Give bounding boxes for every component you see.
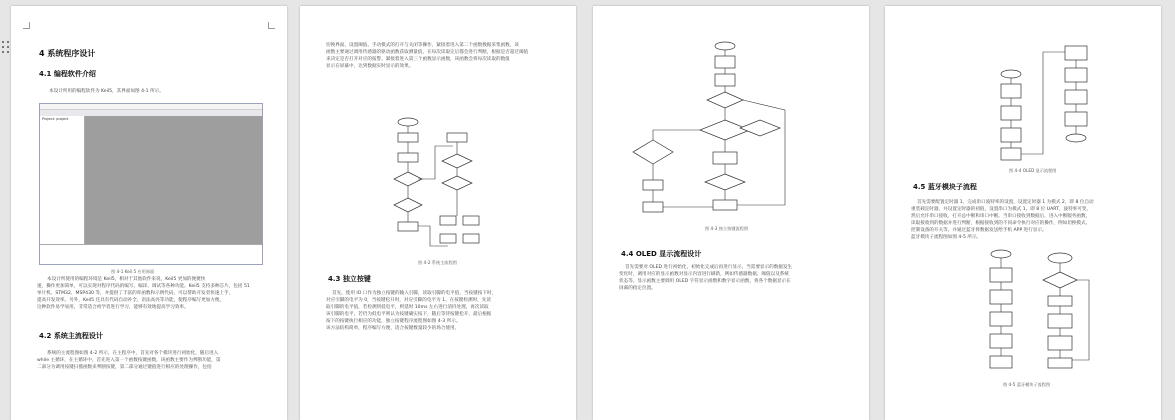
text-line: 首先需要配置定时器 1，完成串口波特率的设置，设置定时器 1 为模式 2，即 8 位自动	[917, 200, 1094, 205]
text-line: 二部分为调用按键扫描函数来判断按键，第二部分通过键值进行相应的处理操作，包括	[37, 365, 212, 370]
subsection-heading: 4.5 蓝牙模块子流程	[913, 183, 977, 191]
text-line: 然后允许串口接收，打开总中断和串口中断。当串口接收到数据后，进入中断服务函数，	[911, 214, 1091, 219]
figure-caption: 图 4-4 OLED 显示流程图	[1009, 168, 1057, 173]
document-page-1	[11, 6, 287, 420]
text-line: 读取接收到的数据并进行判断，根据接收到的不同命令执行对应的操作，例如切换模式、	[911, 221, 1091, 226]
drag-handle-icon[interactable]	[1, 41, 11, 55]
body-paragraph	[37, 350, 267, 371]
document-page-2	[300, 6, 576, 420]
text-line: 首先，使用 IO 口作为独立按键的输入引脚，读取引脚的电平值，当按键按下时，	[332, 291, 497, 296]
text-line: 变化时，调用对应的显示函数对显示内容进行刷新，例如传感器数据、阈值以及系统	[619, 272, 789, 277]
document-page-4	[885, 6, 1161, 420]
subsection-heading: 4.3 独立按键	[328, 275, 371, 283]
text-line: 该引脚的电平，若仍为低电平则认为按键确实按下，随后等待按键松开，最后根据	[326, 312, 492, 317]
text-line: 本设计所使用的编程环境是 Keil5，相对于其他软件来说，Keil5 更加的便捷快	[47, 277, 206, 282]
body-text: 本设计所用的编程软件为 Keil5，其界面如图 4-1 所示。	[49, 89, 164, 94]
main-flowchart	[385, 116, 495, 256]
text-line: 显示在屏幕中，达到数据实时显示的效果。	[326, 64, 414, 69]
figure-caption: 图 4-3 独立按键流程图	[705, 226, 749, 231]
margin-mark	[268, 22, 275, 29]
body-paragraph	[911, 199, 1141, 241]
keil-ide-screenshot	[39, 103, 263, 265]
text-line: 蓝牙模块子流程图如图 4-5 所示。	[911, 235, 982, 240]
text-line: 屏幕的指定位置。	[619, 286, 656, 291]
oled-flowchart	[993, 36, 1103, 164]
document-page-3	[593, 6, 869, 420]
text-line: 重装载定时器，并设置定时器的初值，设置串口为模式 1，即 8 位 UART，波特率可变，	[911, 207, 1092, 212]
ide-project-pane	[40, 116, 85, 244]
section-heading: 4 系统程序设计	[39, 49, 96, 58]
text-line: 这种软件易学易用，非常适合初学者进行学习，能够有效地提高学习效率。	[37, 305, 189, 310]
bluetooth-flowchart	[985, 248, 1105, 378]
text-line: 该方法结构简单，程序编写方便，适合按键数量较少的场合使用。	[326, 326, 460, 331]
text-line: 单片机、STM32、MSP430 等，并提供了丰富的库函数和示例代码，可以帮助开发者快速上手，	[37, 291, 234, 296]
body-paragraph	[326, 290, 556, 332]
figure-caption: 图 4-2 系统主流程图	[418, 260, 457, 265]
text-line: 函数主要通过调用传感器的驱动函数获取测量值，在每次读取完后都会进行判断，根据是否超过阈值	[326, 50, 529, 55]
subsection-heading: 4.2 系统主流程设计	[39, 332, 103, 340]
text-line: 首先需要对 OLED 进行初始化，初始化完成后再进行显示，当需要显示的数据发生	[625, 265, 793, 270]
body-paragraph	[326, 42, 556, 70]
text-line: 对应引脚的电平为 0，当按键松开时，对应引脚的电平为 1。在按键检测时，先读	[326, 298, 491, 303]
subsection-heading: 4.1 编程软件介绍	[39, 70, 96, 78]
text-line: 系统的主流程图如图 4-2 所示，在主程序中，首先对各个模块进行初始化，随后进入	[47, 351, 219, 356]
margin-mark	[23, 22, 30, 29]
figure-caption: 图 4-1 Keil 5 应用界面	[111, 269, 155, 274]
text-line: 提高开发效率。另外，Keil5 还具有代码自动补全、语法高亮等功能，使程序编写更加方便。	[37, 298, 225, 303]
text-line: 按下的按键执行相应的功能，独立按键程序流程图如图 4-3 所示。	[326, 319, 461, 324]
text-line: while 主循环，在主循环中，首先进入第一个函数按键函数，该函数主要作为判断功能，第	[37, 358, 221, 363]
body-paragraph	[37, 276, 267, 311]
button-flowchart	[625, 40, 825, 218]
text-line: 切换界面、设置阈值、手动模式的打开与关闭等操作，紧接着进入第二个函数数据采集函数，该	[326, 43, 519, 48]
subsection-heading: 4.4 OLED 显示流程设计	[621, 250, 702, 258]
figure-caption: 图 4-5 蓝牙模块子流程图	[1003, 382, 1051, 387]
ide-project-label: Project: project	[42, 117, 69, 121]
text-line: 来决定是否打开对应的报警。紧接着进入第三个函数显示函数，该函数会将每次读取的数值	[326, 57, 510, 62]
text-line: 控制设备的开关等，并通过蓝牙将数据发送给手机 APP 进行显示。	[911, 228, 1047, 233]
text-line: 取引脚的电平值，若检测到低电平，则延时 10ms 左右进行消抖处理，再次读取	[326, 305, 489, 310]
text-line: 速，操作更加简单，可以实现对程序代码的编写、编译、调试等各种功能。Keil5 支持多种芯片，包括 51	[37, 284, 250, 289]
ide-output-pane	[40, 244, 262, 264]
ide-editor-area	[85, 116, 262, 244]
body-paragraph	[619, 264, 849, 292]
text-line: 状态等。显示函数主要调用 OLED 字符显示函数和数字显示函数，将各个数据显示在	[619, 279, 791, 284]
